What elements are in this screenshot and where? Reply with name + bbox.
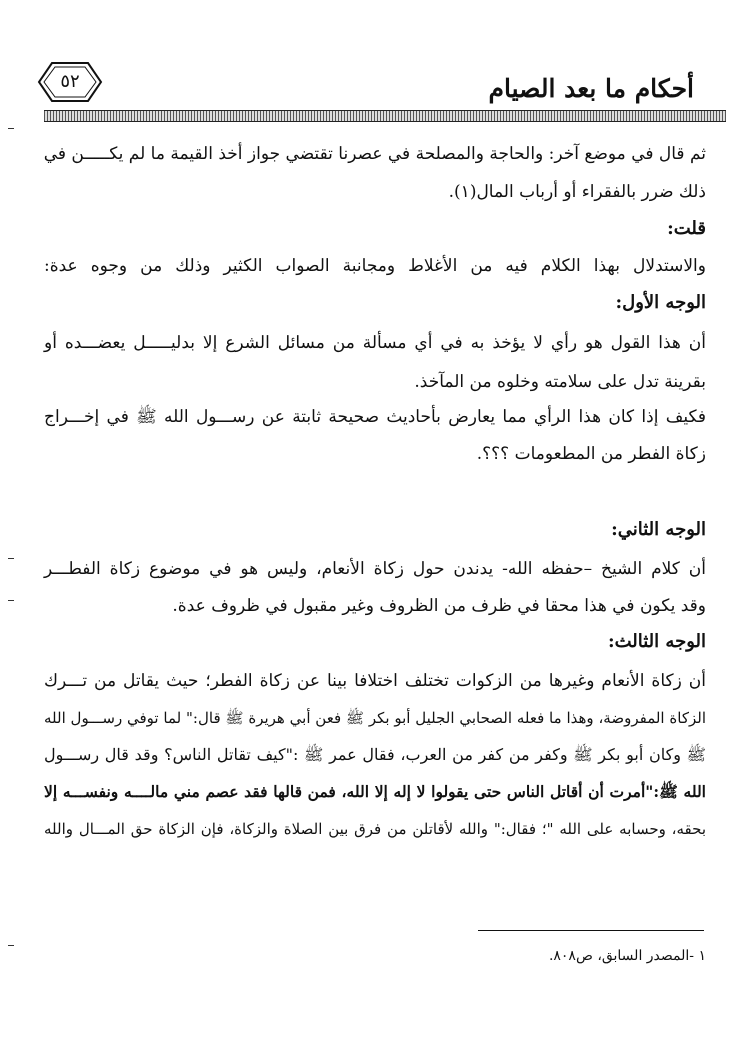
margin-mark xyxy=(8,600,14,601)
margin-mark xyxy=(8,945,14,946)
text-line: أن هذا القول هو رأي لا يؤخذ به في أي مسألة من مسائل الشرع إلا بدليـــــل يعضـــده أو xyxy=(44,333,706,353)
text-line: الزكاة المفروضة، وهذا ما فعله الصحابي الجليل أبو بكر ﷺ فعن أبي هريرة ﷺ قال:" لما توفي رســـول الله xyxy=(44,709,706,727)
text-line: أن كلام الشيخ –حفظه الله- يدندن حول زكاة الأنعام، وليس هو في موضوع زكاة الفطـــر xyxy=(44,559,706,579)
text-line: فكيف إذا كان هذا الرأي مما يعارض بأحاديث صحيحة ثابتة عن رســـول الله ﷺ في إخـــراج xyxy=(44,407,706,427)
section-heading: الوجه الثالث: xyxy=(607,631,706,652)
text-line: والاستدلال بهذا الكلام فيه من الأغلاط ومجانبة الصواب الكثير وذلك من وجوه عدة: xyxy=(44,256,706,276)
margin-mark xyxy=(8,128,14,129)
text-line: ﷺ وكان أبو بكر ﷺ وكفر من كفر من العرب، فقال عمر ﷺ :"كيف تقاتل الناس؟ وقد قال رســـول xyxy=(44,745,706,764)
section-heading: الوجه الثاني: xyxy=(611,519,706,540)
header-title: أحكام ما بعد الصيام xyxy=(488,74,694,103)
section-heading: الوجه الأول: xyxy=(615,292,706,313)
page-number: ٥٢ xyxy=(60,71,80,92)
text-line: وقد يكون في هذا محقا في ظرف من الظروف وغير مقبول في ظروف عدة. xyxy=(172,596,706,616)
text-line: ثم قال في موضع آخر: والحاجة والمصلحة في عصرنا تقتضي جواز أخذ القيمة ما لم يكـــــن في xyxy=(43,144,706,164)
text-line: بحقه، وحسابه على الله "؛ فقال:" والله لأقاتلن من فرق بين الصلاة والزكاة، فإن الزكاة حق المـــال والله xyxy=(44,820,706,838)
text-line: ذلك ضرر بالفقراء أو أرباب المال(١). xyxy=(448,182,706,202)
footnote-rule xyxy=(478,930,704,931)
text-line: زكاة الفطر من المطعومات ؟؟؟. xyxy=(476,444,706,464)
text-line: بقرينة تدل على سلامته وخلوه من المآخذ. xyxy=(414,372,706,392)
header-rule xyxy=(44,110,726,122)
margin-mark xyxy=(8,558,14,559)
section-heading: قلت: xyxy=(667,218,706,239)
hadith-line: الله ﷺ:"أمرت أن أقاتل الناس حتى يقولوا لا إله إلا الله، فمن قالها فقد عصم مني مالــــه ونفســـه إلا xyxy=(44,782,706,801)
footnote: ١ -المصدر السابق، ص٨٠٨. xyxy=(548,948,706,964)
page-number-badge xyxy=(36,60,104,104)
text-line: أن زكاة الأنعام وغيرها من الزكوات تختلف اختلافا بينا عن زكاة الفطر؛ حيث يقاتل من تـــرك xyxy=(44,671,706,691)
